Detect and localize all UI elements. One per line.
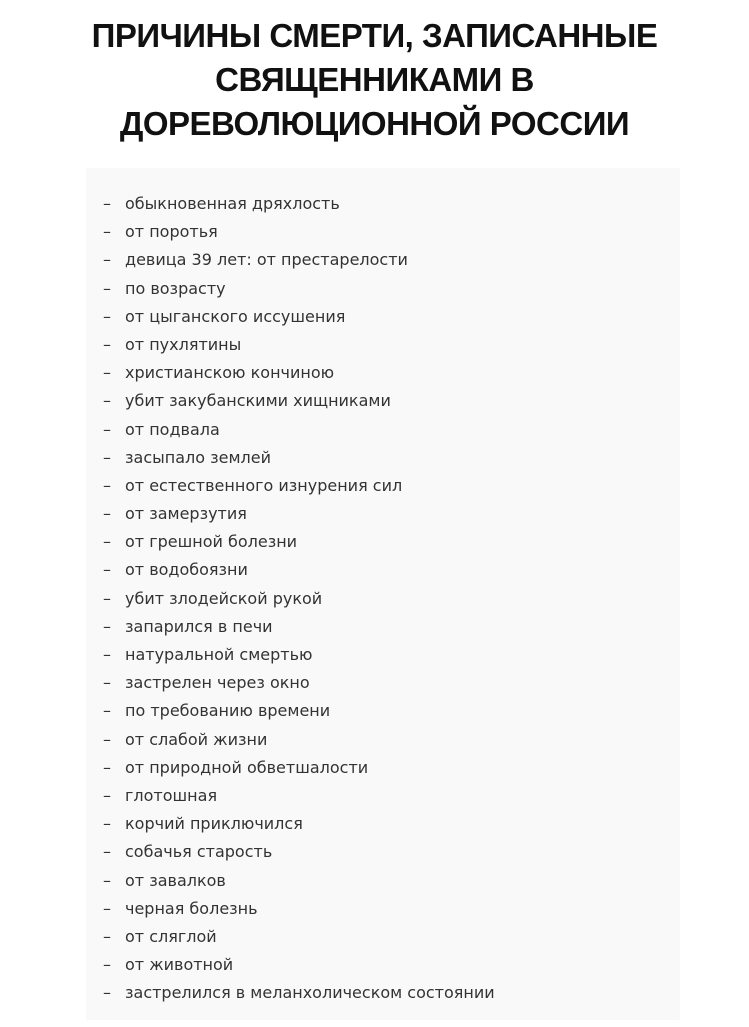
- list-item-text: черная болезнь: [125, 898, 258, 918]
- list-item-text: убит закубанскими хищниками: [125, 391, 391, 411]
- list-item-text: от пухлятины: [125, 334, 242, 354]
- dash-bullet: –: [103, 616, 111, 636]
- list-item-text: застрелился в меланхолическом состоянии: [125, 983, 495, 1003]
- dash-bullet: –: [103, 222, 111, 242]
- dash-bullet: –: [103, 645, 111, 664]
- title-line-2: СВЯЩЕННИКАМИ В: [215, 61, 534, 98]
- list-item-text: от сляглой: [125, 926, 217, 946]
- list-item: [103, 416, 495, 444]
- list-item: [103, 528, 495, 556]
- list-item-text: от замерзутия: [125, 504, 247, 524]
- list-item-text: от естественного изнурения сил: [125, 475, 403, 495]
- list-item: [103, 387, 495, 415]
- dash-bullet: –: [103, 842, 111, 862]
- dash-bullet: –: [103, 588, 111, 608]
- list-item-text: девица 39 лет: от престарелости: [125, 250, 408, 270]
- page-title: [0, 14, 749, 146]
- list-item-text: застрелен через окно: [125, 673, 310, 693]
- list-item: [103, 556, 495, 584]
- list-item: [103, 444, 495, 472]
- dash-bullet: –: [103, 334, 111, 354]
- list-item: [103, 641, 495, 669]
- list-item-text: собачья старость: [125, 842, 273, 862]
- list-item-text: убит злодейской рукой: [125, 588, 323, 608]
- dash-bullet: –: [103, 814, 111, 834]
- list-item: [103, 218, 495, 246]
- list-item-text: от цыганского иссушения: [125, 306, 346, 326]
- list-item-text: от грешной болезни: [125, 532, 298, 552]
- dash-bullet: –: [103, 306, 111, 326]
- list-item-text: от природной обветшалости: [125, 757, 369, 777]
- list-item-text: обыкновенная дряхлость: [125, 194, 340, 213]
- list-item-text: от поротья: [125, 222, 218, 242]
- dash-bullet: –: [103, 560, 111, 580]
- list-item: [103, 275, 495, 303]
- dash-bullet: –: [103, 504, 111, 524]
- dash-bullet: –: [103, 250, 111, 270]
- dash-bullet: –: [103, 926, 111, 946]
- dash-bullet: –: [103, 447, 111, 467]
- title-line-3: ДОРЕВОЛЮЦИОННОЙ РОССИИ: [119, 105, 630, 142]
- list-item: [103, 810, 495, 838]
- list-item: [103, 500, 495, 528]
- list-item-text: по возрасту: [125, 278, 226, 298]
- list-item: [103, 726, 495, 754]
- list-item-text: от слабой жизни: [125, 729, 268, 749]
- dash-bullet: –: [103, 673, 111, 693]
- dash-bullet: –: [103, 278, 111, 298]
- title-line-1: ПРИЧИНЫ СМЕРТИ, ЗАПИСАННЫЕ: [91, 17, 658, 54]
- dash-bullet: –: [103, 194, 111, 213]
- list-item: [103, 923, 495, 951]
- list-item-text: корчий приключился: [125, 814, 303, 834]
- dash-bullet: –: [103, 363, 111, 383]
- list-item: [103, 303, 495, 331]
- list-item-text: засыпало землей: [125, 447, 271, 467]
- list-item: [103, 951, 495, 979]
- list-item: [103, 246, 495, 274]
- list-item: [103, 782, 495, 810]
- list-item-text: от завалков: [125, 870, 226, 890]
- dash-bullet: –: [103, 419, 111, 439]
- list-item: [103, 669, 495, 697]
- list-item: [103, 190, 495, 218]
- list-item: [103, 585, 495, 613]
- dash-bullet: –: [103, 475, 111, 495]
- list-item: [103, 472, 495, 500]
- causes-list: [103, 190, 495, 1007]
- list-item: [103, 331, 495, 359]
- list-item-text: запарился в печи: [125, 616, 273, 636]
- list-item-text: натуральной смертью: [125, 645, 313, 664]
- list-item-text: глотошная: [125, 785, 218, 805]
- list-item: [103, 979, 495, 1007]
- list-item: [103, 359, 495, 387]
- list-item-text: от подвала: [125, 419, 220, 439]
- dash-bullet: –: [103, 785, 111, 805]
- list-item: [103, 754, 495, 782]
- list-item: [103, 838, 495, 866]
- dash-bullet: –: [103, 757, 111, 777]
- list-item-text: по требованию времени: [125, 701, 331, 721]
- list-item-text: от животной: [125, 955, 234, 975]
- list-item: [103, 697, 495, 725]
- list-item-text: от водобоязни: [125, 560, 248, 580]
- dash-bullet: –: [103, 701, 111, 721]
- dash-bullet: –: [103, 983, 111, 1003]
- dash-bullet: –: [103, 870, 111, 890]
- dash-bullet: –: [103, 532, 111, 552]
- dash-bullet: –: [103, 898, 111, 918]
- list-item: [103, 613, 495, 641]
- list-item-text: христианскою кончиною: [125, 363, 335, 383]
- dash-bullet: –: [103, 391, 111, 411]
- list-item: [103, 867, 495, 895]
- dash-bullet: –: [103, 955, 111, 975]
- dash-bullet: –: [103, 729, 111, 749]
- list-item: [103, 895, 495, 923]
